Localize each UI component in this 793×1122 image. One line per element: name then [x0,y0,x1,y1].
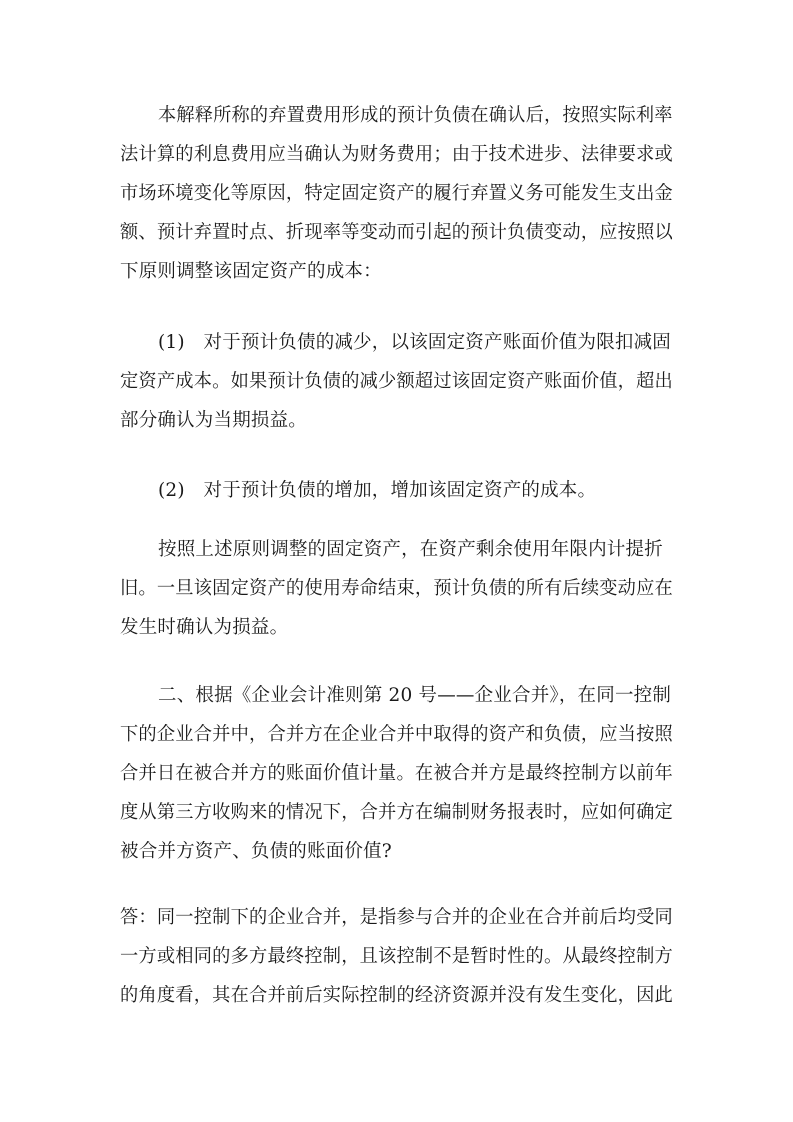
text-line: 旧。一旦该固定资产的使用寿命结束，预计负债的所有后续变动应在 [120,578,673,599]
text-line: 一方或相同的多方最终控制，且该控制不是暂时性的。从最终控制方 [120,946,673,967]
text-line: (1) 对于预计负债的减少，以该固定资产账面价值为限扣减固 [158,332,672,353]
text-line: 额、预计弃置时点、折现率等变动而引起的预计负债变动，应按照以 [120,222,673,243]
text-line: 法计算的利息费用应当确认为财务费用；由于技术进步、法律要求或 [120,144,673,165]
text-line: 度从第三方收购来的情况下，合并方在编制财务报表时，应如何确定 [120,802,673,823]
text-line: 下原则调整该固定资产的成本： [120,261,382,282]
text-line: 被合并方资产、负债的账面价值? [120,841,392,862]
text-line: 市场环境变化等原因，特定固定资产的履行弃置义务可能发生支出金 [120,183,673,204]
text-line: 合并日在被合并方的账面价值计量。在被合并方是最终控制方以前年 [120,763,673,784]
text-line: 按照上述原则调整的固定资产，在资产剩余使用年限内计提折 [158,539,663,560]
text-line: 发生时确认为损益。 [120,617,289,638]
text-line: 答：同一控制下的企业合并，是指参与合并的企业在合并前后均受同 [120,907,673,928]
text-line: 本解释所称的弃置费用形成的预计负债在确认后，按照实际利率 [158,105,673,126]
text-line: 下的企业合并中，合并方在企业合并中取得的资产和负债，应当按照 [120,724,673,745]
text-line: 部分确认为当期损益。 [120,410,308,431]
text-line: 定资产成本。如果预计负债的减少额超过该固定资产账面价值，超出 [120,371,673,392]
text-line: 的角度看，其在合并前后实际控制的经济资源并没有发生变化，因此 [120,985,673,1006]
text-line: (2) 对于预计负债的增加，增加该固定资产的成本。 [158,480,597,501]
text-line: 二、根据《企业会计准则第 20 号——企业合并》，在同一控制 [158,685,672,706]
